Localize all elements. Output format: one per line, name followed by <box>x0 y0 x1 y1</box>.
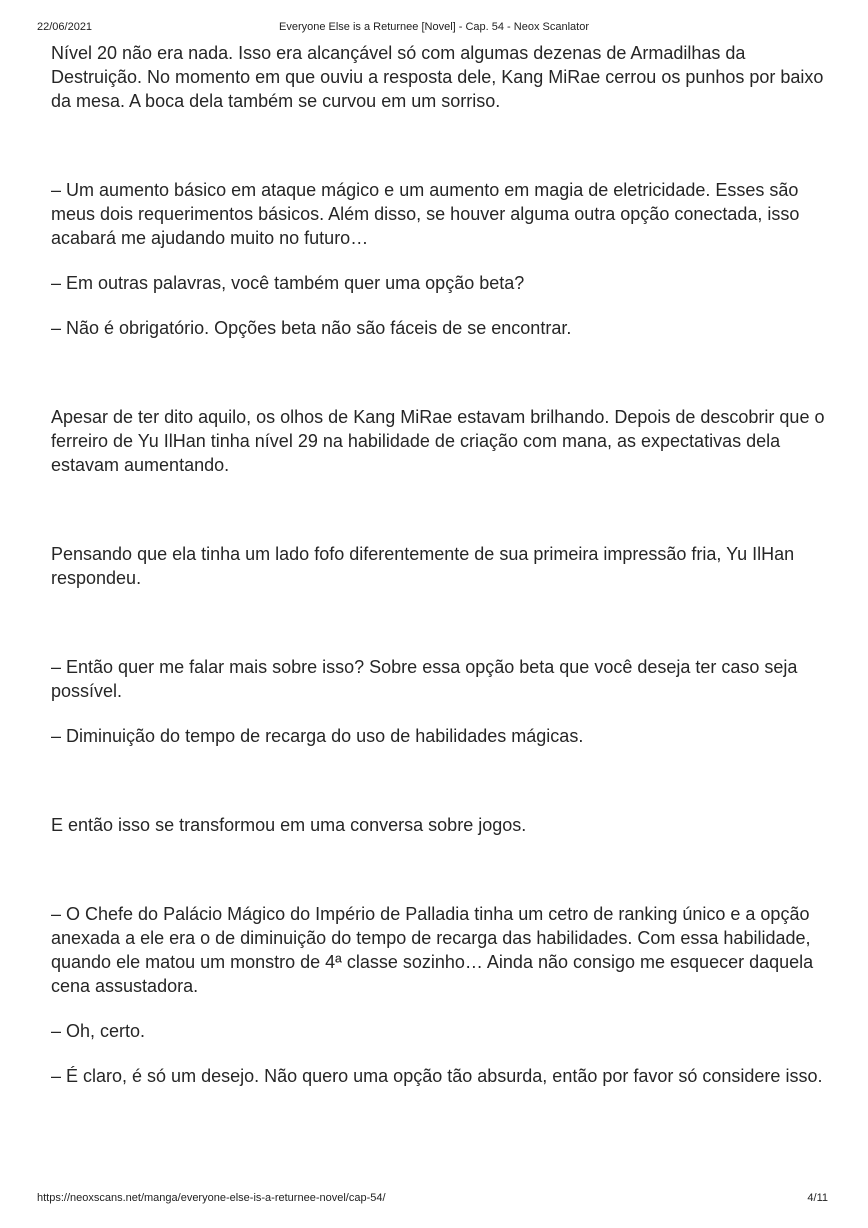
print-title: Everyone Else is a Returnee [Novel] - Cap. 54 - Neox Scanlator <box>279 21 589 33</box>
paragraph: – Não é obrigatório. Opções beta não são fáceis de se encontrar. <box>51 318 572 338</box>
paragraph: – O Chefe do Palácio Mágico do Império de Palladia tinha um cetro de ranking único e a opção anexada a ele era o de diminuição do tempo de recarga das habilidades. Com essa habilidade, quando ele matou um monstro de 4ª classe sozinho… Ainda não consigo me esquecer daquela cena assustadora. <box>51 904 814 996</box>
page-number: 4/11 <box>807 1192 828 1204</box>
paragraph: Nível 20 não era nada. Isso era alcançável só com algumas dezenas de Armadilhas da Destruição. No momento em que ouviu a resposta dele, Kang MiRae cerrou os punhos por baixo da mesa. A boca dela também se curvou em um sorriso. <box>51 43 824 111</box>
paragraph: Apesar de ter dito aquilo, os olhos de Kang MiRae estavam brilhando. Depois de descobrir que o ferreiro de Yu IlHan tinha nível 29 na habilidade de criação com mana, as expectativas dela estavam aumentando. <box>51 407 825 475</box>
paragraph: E então isso se transformou em uma conversa sobre jogos. <box>51 815 527 835</box>
paragraph: – Então quer me falar mais sobre isso? Sobre essa opção beta que você deseja ter caso seja possível. <box>51 657 798 701</box>
paragraph: – Oh, certo. <box>51 1021 146 1041</box>
paragraph: – Um aumento básico em ataque mágico e um aumento em magia de eletricidade. Esses são meus dois requerimentos básicos. Além disso, se houver alguma outra opção conectada, isso acabará me ajudando muito no futuro… <box>51 180 800 248</box>
paragraph: – Diminuição do tempo de recarga do uso de habilidades mágicas. <box>51 726 584 746</box>
print-date: 22/06/2021 <box>37 21 93 33</box>
chapter-body <box>51 41 827 1088</box>
print-footer <box>0 1192 868 1206</box>
print-header <box>0 21 868 35</box>
paragraph: – É claro, é só um desejo. Não quero uma opção tão absurda, então por favor só considere isso. <box>51 1066 823 1086</box>
paragraph: – Em outras palavras, você também quer uma opção beta? <box>51 273 525 293</box>
paragraph: Pensando que ela tinha um lado fofo diferentemente de sua primeira impressão fria, Yu IlHan respondeu. <box>51 544 795 588</box>
page-url: https://neoxscans.net/manga/everyone-else-is-a-returnee-novel/cap-54/ <box>37 1192 386 1204</box>
